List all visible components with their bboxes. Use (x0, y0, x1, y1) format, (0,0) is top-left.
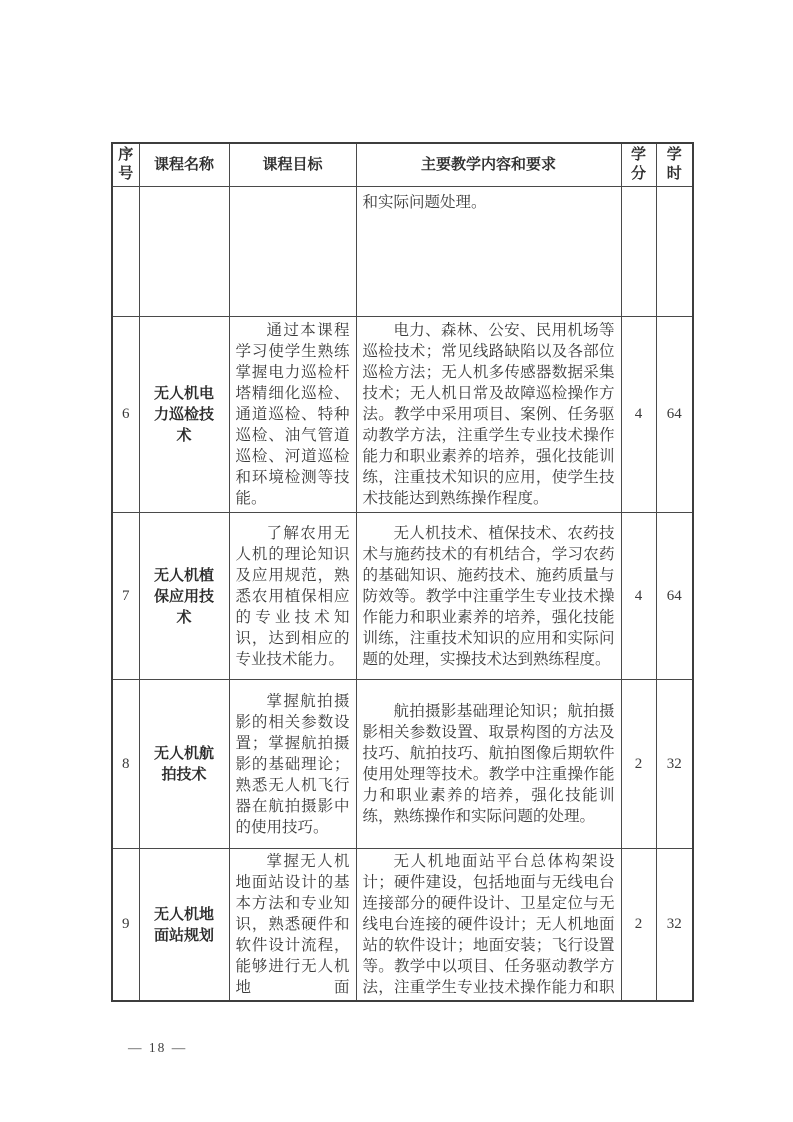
content-text: 无人机地面站平台总体构架设计；硬件建设，包括地面与无线电台连接部分的硬件设计、卫星定位与无线电台连接的硬件设计；无人机地面站的软件设计；地面安装；飞行设置等。教学中以项目、任务驱动教学方法，注重学生专业技术操作能力和职 (362, 853, 615, 996)
cell-content (356, 513, 621, 680)
cell-seq: 9 (112, 849, 139, 1002)
col-header-content: 主要教学内容和要求 (356, 143, 621, 187)
col-header-name: 课程名称 (139, 143, 229, 187)
cell-hours: 32 (656, 849, 693, 1002)
cell-credits: 4 (621, 513, 656, 680)
objective-text: 掌握无人机地面站设计的基本方法和专业知识，熟悉硬件和软件设计流程，能够进行无人机地面 (235, 853, 350, 996)
cell-credits: 4 (621, 317, 656, 513)
col-header-credits: 学分 (621, 143, 656, 187)
col-header-hours: 学时 (656, 143, 693, 187)
cell-hours: 64 (656, 513, 693, 680)
cell-credits: 2 (621, 849, 656, 1002)
cell-content (356, 680, 621, 849)
cell-objective (229, 187, 356, 317)
cell-name (139, 187, 229, 317)
objective-text: 通过本课程学习使学生熟练掌握电力巡检杆塔精细化巡检、通道巡检、特种巡检、油气管道巡检、河道巡检和环境检测等技能。 (235, 322, 350, 507)
objective-text: 了解农用无人机的理论知识及应用规范，熟悉农用植保相应的专业技术知识，达到相应的专业技术能力。 (235, 524, 350, 668)
cell-content (356, 317, 621, 513)
table-row (112, 317, 693, 513)
cell-objective (229, 513, 356, 680)
cell-objective (229, 849, 356, 1002)
col-header-goal: 课程目标 (229, 143, 356, 187)
cell-name: 无人机植保应用技术 (139, 513, 229, 680)
content-text: 电力、森林、公安、民用机场等巡检技术；常见线路缺陷以及各部位巡检方法；无人机多传感器数据采集技术；无人机日常及故障巡检操作方法。教学中采用项目、案例、任务驱动教学方法，注重学生专业技术操作能力和职业素养的培养，强化技能训练，注重技术知识的应用，使学生技术技能达到熟练操作程度。 (362, 322, 615, 507)
table-header-row (112, 143, 693, 187)
cell-objective (229, 317, 356, 513)
cell-hours (656, 187, 693, 317)
cell-content (356, 187, 621, 317)
cell-hours: 32 (656, 680, 693, 849)
cell-name: 无人机航拍技术 (139, 680, 229, 849)
content-text: 和实际问题处理。 (362, 194, 487, 211)
cell-objective (229, 680, 356, 849)
page-number: — 18 — (128, 1040, 188, 1055)
objective-text: 掌握航拍摄影的相关参数设置；掌握航拍摄影的基础理论；熟悉无人机飞行器在航拍摄影中的使用技巧。 (235, 692, 350, 836)
cell-seq (112, 187, 139, 317)
cell-seq: 6 (112, 317, 139, 513)
table-row (112, 849, 693, 1002)
cell-name: 无人机地面站规划 (139, 849, 229, 1002)
content-text: 航拍摄影基础理论知识；航拍摄影相关参数设置、取景构图的方法及技巧、航拍技巧、航拍图像后期软件使用处理等技术。教学中注重操作能力和职业素养的培养，强化技能训练，熟练操作和实际问题的处理。 (362, 703, 615, 825)
cell-content (356, 849, 621, 1002)
cell-hours: 64 (656, 317, 693, 513)
cell-credits (621, 187, 656, 317)
table-row (112, 680, 693, 849)
cell-name: 无人机电力巡检技术 (139, 317, 229, 513)
cell-seq: 7 (112, 513, 139, 680)
col-header-seq: 序号 (112, 143, 139, 187)
cell-credits: 2 (621, 680, 656, 849)
cell-seq: 8 (112, 680, 139, 849)
table-row (112, 513, 693, 680)
content-text: 无人机技术、植保技术、农药技术与施药技术的有机结合，学习农药的基础知识、施药技术、施药质量与防效等。教学中注重学生专业技术操作能力和职业素养的培养，强化技能训练，注重技术知识的应用和实际问题的处理，实操技术达到熟练程度。 (362, 524, 615, 668)
table-row (112, 187, 693, 317)
course-table (111, 142, 694, 1002)
